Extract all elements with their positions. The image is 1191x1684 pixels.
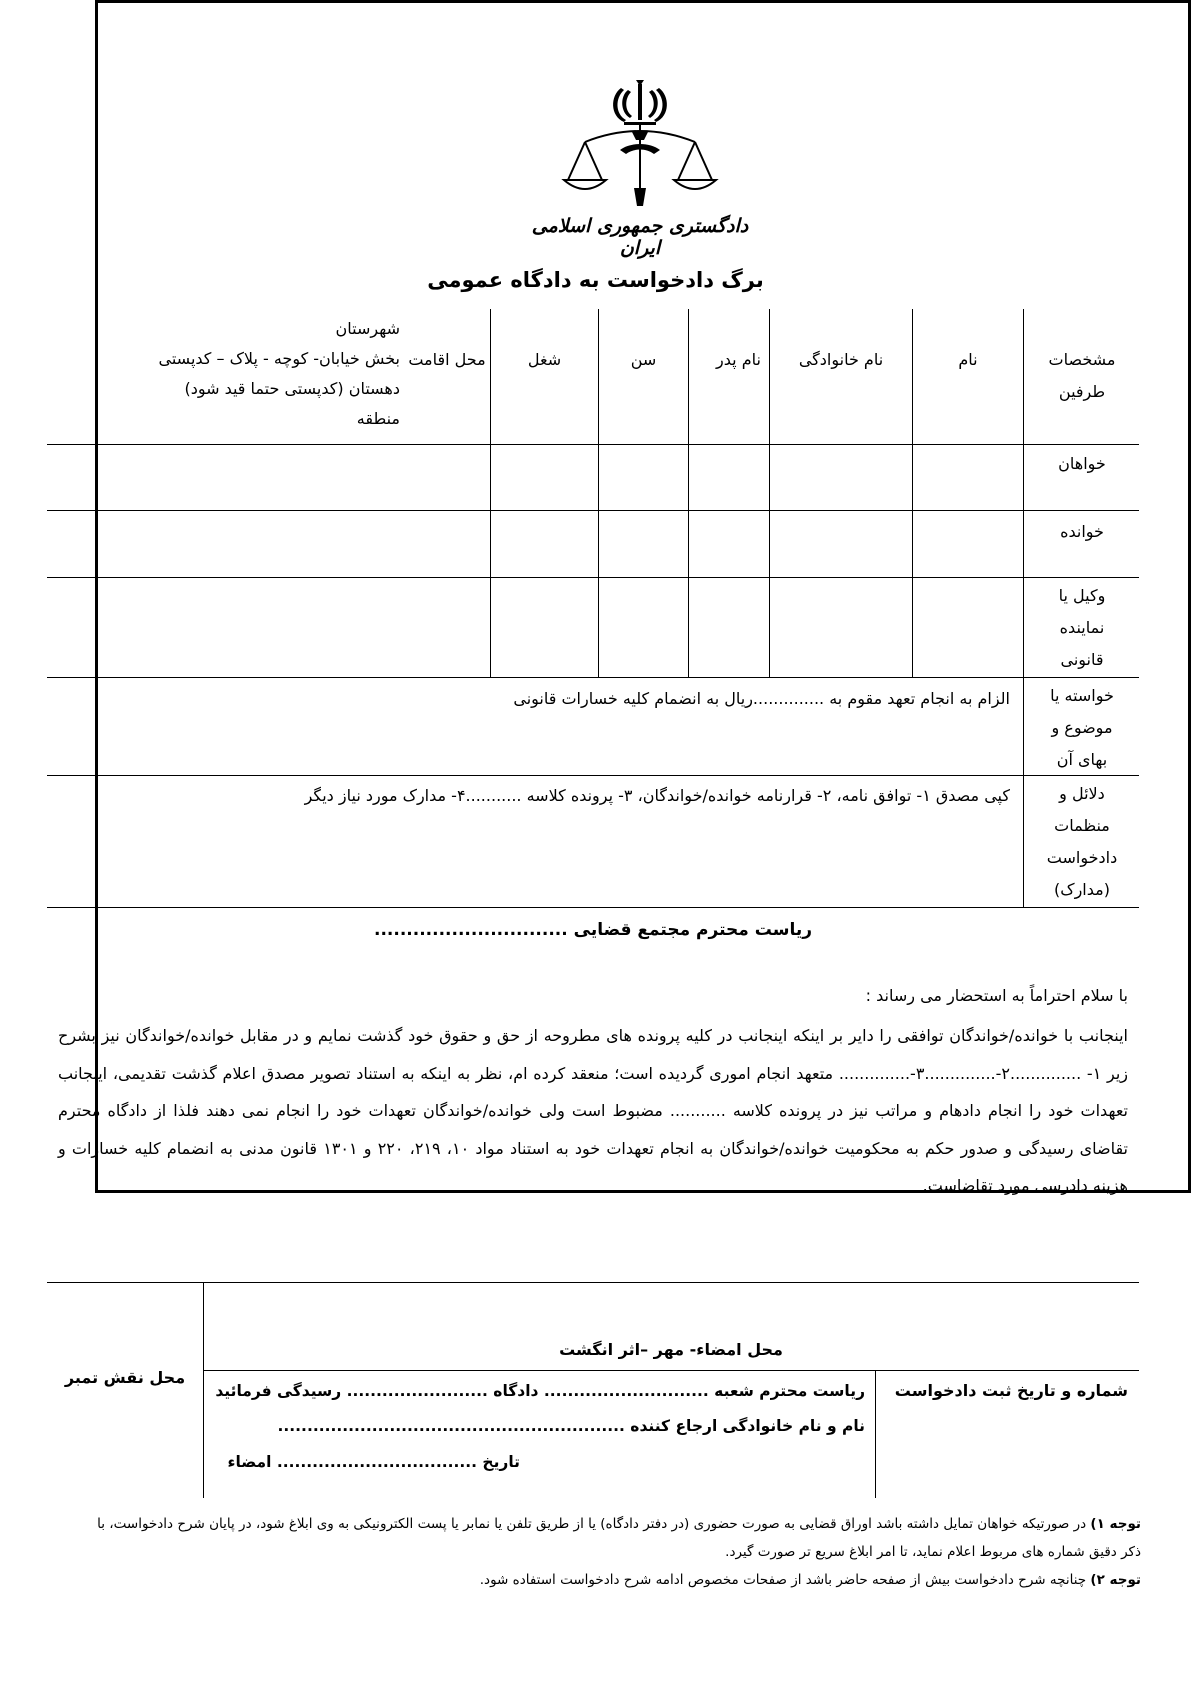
evidence-text: کپی مصدق ۱- توافق نامه، ۲- قرارنامه خوانده/خواندگان، ۳- پرونده کلاسه ...........۴- مدارک مورد نیاز دیگر bbox=[304, 786, 1010, 805]
row-label-plaintiff: خواهان bbox=[1058, 454, 1106, 473]
referral-line-2: نام و نام خانوادگی ارجاع کننده ........................................................... bbox=[277, 1417, 865, 1435]
claim-label: خواسته یا موضوع و بهای آن bbox=[1050, 686, 1114, 769]
footer-divider bbox=[203, 1282, 204, 1498]
note-2: توجه ۲) چنانچه شرح دادخواست بیش از صفحه حاضر باشد از صفحات مخصوص ادامه شرح دادخواست استفاده شود. bbox=[479, 1572, 1141, 1588]
column-divider bbox=[490, 309, 491, 677]
column-header-last-name: نام خانوادگی bbox=[798, 350, 884, 369]
column-header-father-name: نام پدر bbox=[716, 350, 761, 369]
emblem-caption: دادگستری جمهوری اسلامی ایران bbox=[531, 215, 749, 259]
stamp-area-label: محل نقش تمبر bbox=[64, 1368, 186, 1387]
signature-area-label: محل امضاء- مهر –اثر انگشت bbox=[559, 1340, 783, 1359]
row-divider bbox=[47, 775, 1139, 776]
row-divider bbox=[47, 907, 1139, 908]
referral-line-1: ریاست محترم شعبه ............................ دادگاه ........................ رسیدگی فرمائید bbox=[215, 1382, 865, 1400]
column-header-residence: محل اقامت bbox=[408, 350, 486, 369]
column-divider bbox=[912, 309, 913, 677]
letter-body: اینجانب با خوانده/خواندگان توافقی را دایر بر اینکه اینجانب در کلیه پرونده های مطروحه از حق و حقوق خود گذشت نمایم و در مقابل خوانده/خواندگان نیز بشرح زیر ۱- ..............۲-..............۳-.............. متعهد انجام اموری گردیده است؛ منعقد کرده ام، نظر به اینکه به استناد تصویر مصدق اعلام گذشت تقدیمی، اینجانب تعهدات خود را انجام دادهام و مراتب نیز در پرونده کلاسه ........... مضبوط است ولی خوانده/خواندگان تعهدات خود را انجام نمی دهند فلذا از دادگاه محترم تقاضای رسیدگی و صدور حکم به محکومیت خوانده/خواندگان به انجام تعهدات خود به استناد مواد ۱۰، ۲۱۹، ۲۲۰ و ۱۳۰۱ قانون مدنی به انضمام کلیه خسارات و هزینه دادرسی مورد تقاضاست. bbox=[58, 1026, 1129, 1195]
row-divider bbox=[47, 1282, 1139, 1283]
column-divider bbox=[598, 309, 599, 677]
column-header-job: شغل bbox=[527, 350, 562, 369]
column-header-first-name: نام bbox=[958, 350, 978, 369]
judiciary-emblem bbox=[531, 80, 749, 259]
column-divider bbox=[1023, 309, 1024, 907]
row-header-parties: مشخصات طرفین bbox=[1048, 350, 1116, 401]
row-label-defendant: خوانده bbox=[1060, 522, 1104, 541]
form-title: برگ دادخواست به دادگاه عمومی bbox=[427, 268, 764, 292]
letter-greeting: با سلام احتراماً به استحضار می رساند : bbox=[865, 986, 1128, 1005]
letter-addressee: ریاست محترم مجتمع قضایی .............................. bbox=[373, 920, 812, 940]
column-header-age: سن bbox=[630, 350, 657, 369]
row-divider bbox=[47, 444, 1139, 445]
row-divider bbox=[47, 577, 1139, 578]
footer-divider bbox=[203, 1370, 1139, 1371]
row-label-attorney: وکیل یا نماینده قانونی bbox=[1058, 586, 1106, 669]
footer-divider bbox=[875, 1370, 876, 1498]
column-header-residence-details: شهرستان بخش خیابان- کوچه - پلاک – کدپستی دهستان (کدپستی حتما قید شود) منطقه bbox=[158, 319, 400, 428]
note-1: توجه ۱) در صورتیکه خواهان تمایل داشته باشد اوراق قضایی به صورت حضوری (در دفتر دادگاه) یا از طریق تلفن یا نمابر یا پست الکترونیکی به وی ابلاغ شود، در پایان شرح دادخواست، با ذکر دقیق شماره های مربوط اعلام نماید، تا امر ابلاغ سریع تر صورت گیرد. bbox=[97, 1516, 1141, 1560]
row-divider bbox=[47, 510, 1139, 511]
column-divider bbox=[688, 309, 689, 677]
evidence-label: دلائل و منظمات دادخواست (مدارک) bbox=[1046, 784, 1118, 899]
row-divider bbox=[47, 677, 1139, 678]
referral-line-3: تاریخ .................................. امضاء bbox=[227, 1453, 520, 1471]
registration-label: شماره و تاریخ ثبت دادخواست bbox=[894, 1381, 1128, 1400]
claim-text: الزام به انجام تعهد مقوم به ..............ریال به انضمام کلیه خسارات قانونی bbox=[513, 689, 1010, 708]
